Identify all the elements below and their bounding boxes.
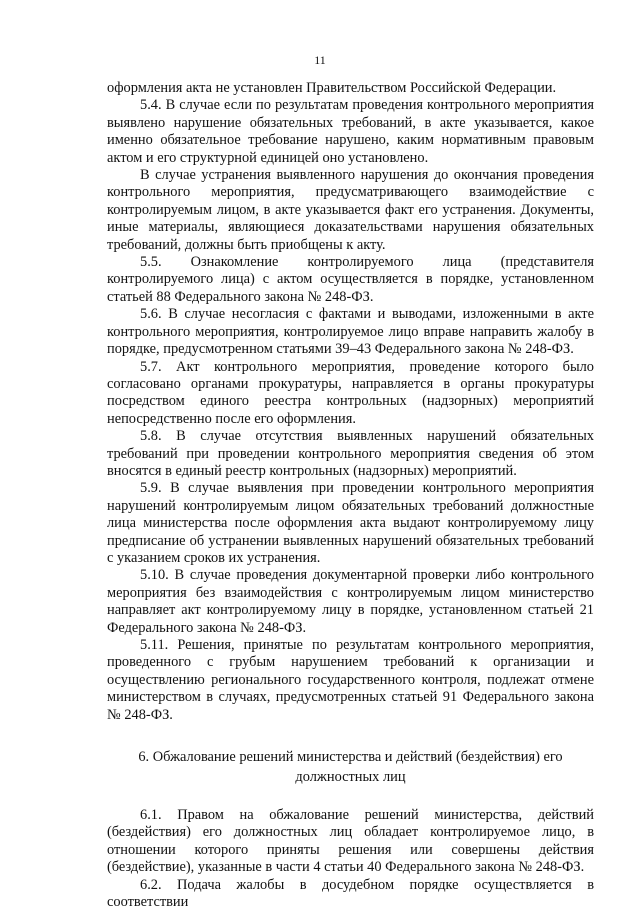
page-number: 11 (314, 53, 326, 67)
paragraph-continuation: оформления акта не установлен Правительством Российской Федерации. (107, 80, 557, 96)
section-heading-line2: должностных лиц (295, 769, 406, 786)
paragraph-5-5: 5.5. Ознакомление контролируемого лица (представителя контролируемого лица) с актом осуществляется в порядке, установленном статьей 88 Федерального закона № 248-ФЗ. (107, 254, 594, 305)
paragraph-5-11: 5.11. Решения, принятые по результатам контрольного мероприятия, проведенного с грубым нарушением требований к организации и осуществлению регионального государственного контроля, подлежат отмене министерством в случаях, предусмотренных статьей 91 Федерального закона № 248-ФЗ. (107, 637, 594, 723)
paragraph-5-10: 5.10. В случае проведения документарной проверки либо контрольного мероприятия без взаимодействия с контролируемым лицом министерство направляет акт контролируемому лицу в порядке, установленном статьей 21 Федерального закона № 248-ФЗ. (107, 567, 594, 636)
paragraph-5-7: 5.7. Акт контрольного мероприятия, проведение которого было согласовано органами прокуратуры, направляется в органы прокуратуры посредством единого реестра контрольных (надзорных) мероприятий непосредственно после его оформления. (107, 358, 594, 427)
document-body (107, 80, 594, 911)
section-heading (107, 747, 594, 787)
paragraph-5-4: 5.4. В случае если по результатам проведения контрольного мероприятия выявлено нарушение обязательных требований, в акте указывается, какое именно обязательное требование нарушено, каким нормативным правовым актом и его структурной единицей оно установлено. (107, 97, 594, 166)
paragraph-6-1: 6.1. Правом на обжалование решений министерства, действий (бездействия) его должностных лиц обладает контролируемое лицо, в отношении которого приняты решения или совершены действия (бездействие), указанные в части 4 статьи 40 Федерального закона № 248-ФЗ. (107, 807, 594, 876)
paragraph-5-8: 5.8. В случае отсутствия выявленных нарушений обязательных требований при проведении контрольного мероприятия сведения об этом вносятся в единый реестр контрольных (надзорных) мероприятий. (107, 428, 594, 479)
section-heading-line1: 6. Обжалование решений министерства и действий (бездействия) его (138, 749, 563, 766)
paragraph-6-2: 6.2. Подача жалобы в досудебном порядке осуществляется в соответствии (107, 876, 594, 911)
paragraph-5-4-elimination: В случае устранения выявленного нарушения до окончания проведения контрольного мероприятия, предусматривающего взаимодействие с контролируемым лицом, в акте указывается факт его устранения. Документы, иные материалы, являющиеся доказательствами нарушения обязательных требований, должны быть приобщены к акту. (107, 167, 594, 253)
paragraph-5-6: 5.6. В случае несогласия с фактами и выводами, изложенными в акте контрольного мероприятия, контролируемое лицо вправе направить жалобу в порядке, предусмотренном статьями 39–43 Федерального закона № 248-ФЗ. (107, 306, 594, 358)
paragraph-5-9: 5.9. В случае выявления при проведении контрольного мероприятия нарушений контролируемым лицом обязательных требований должностные лица министерства после оформления акта выдают контролируемому лицу предписание об устранении выявленных нарушений обязательных требований с указанием сроков их устранения. (107, 480, 594, 566)
